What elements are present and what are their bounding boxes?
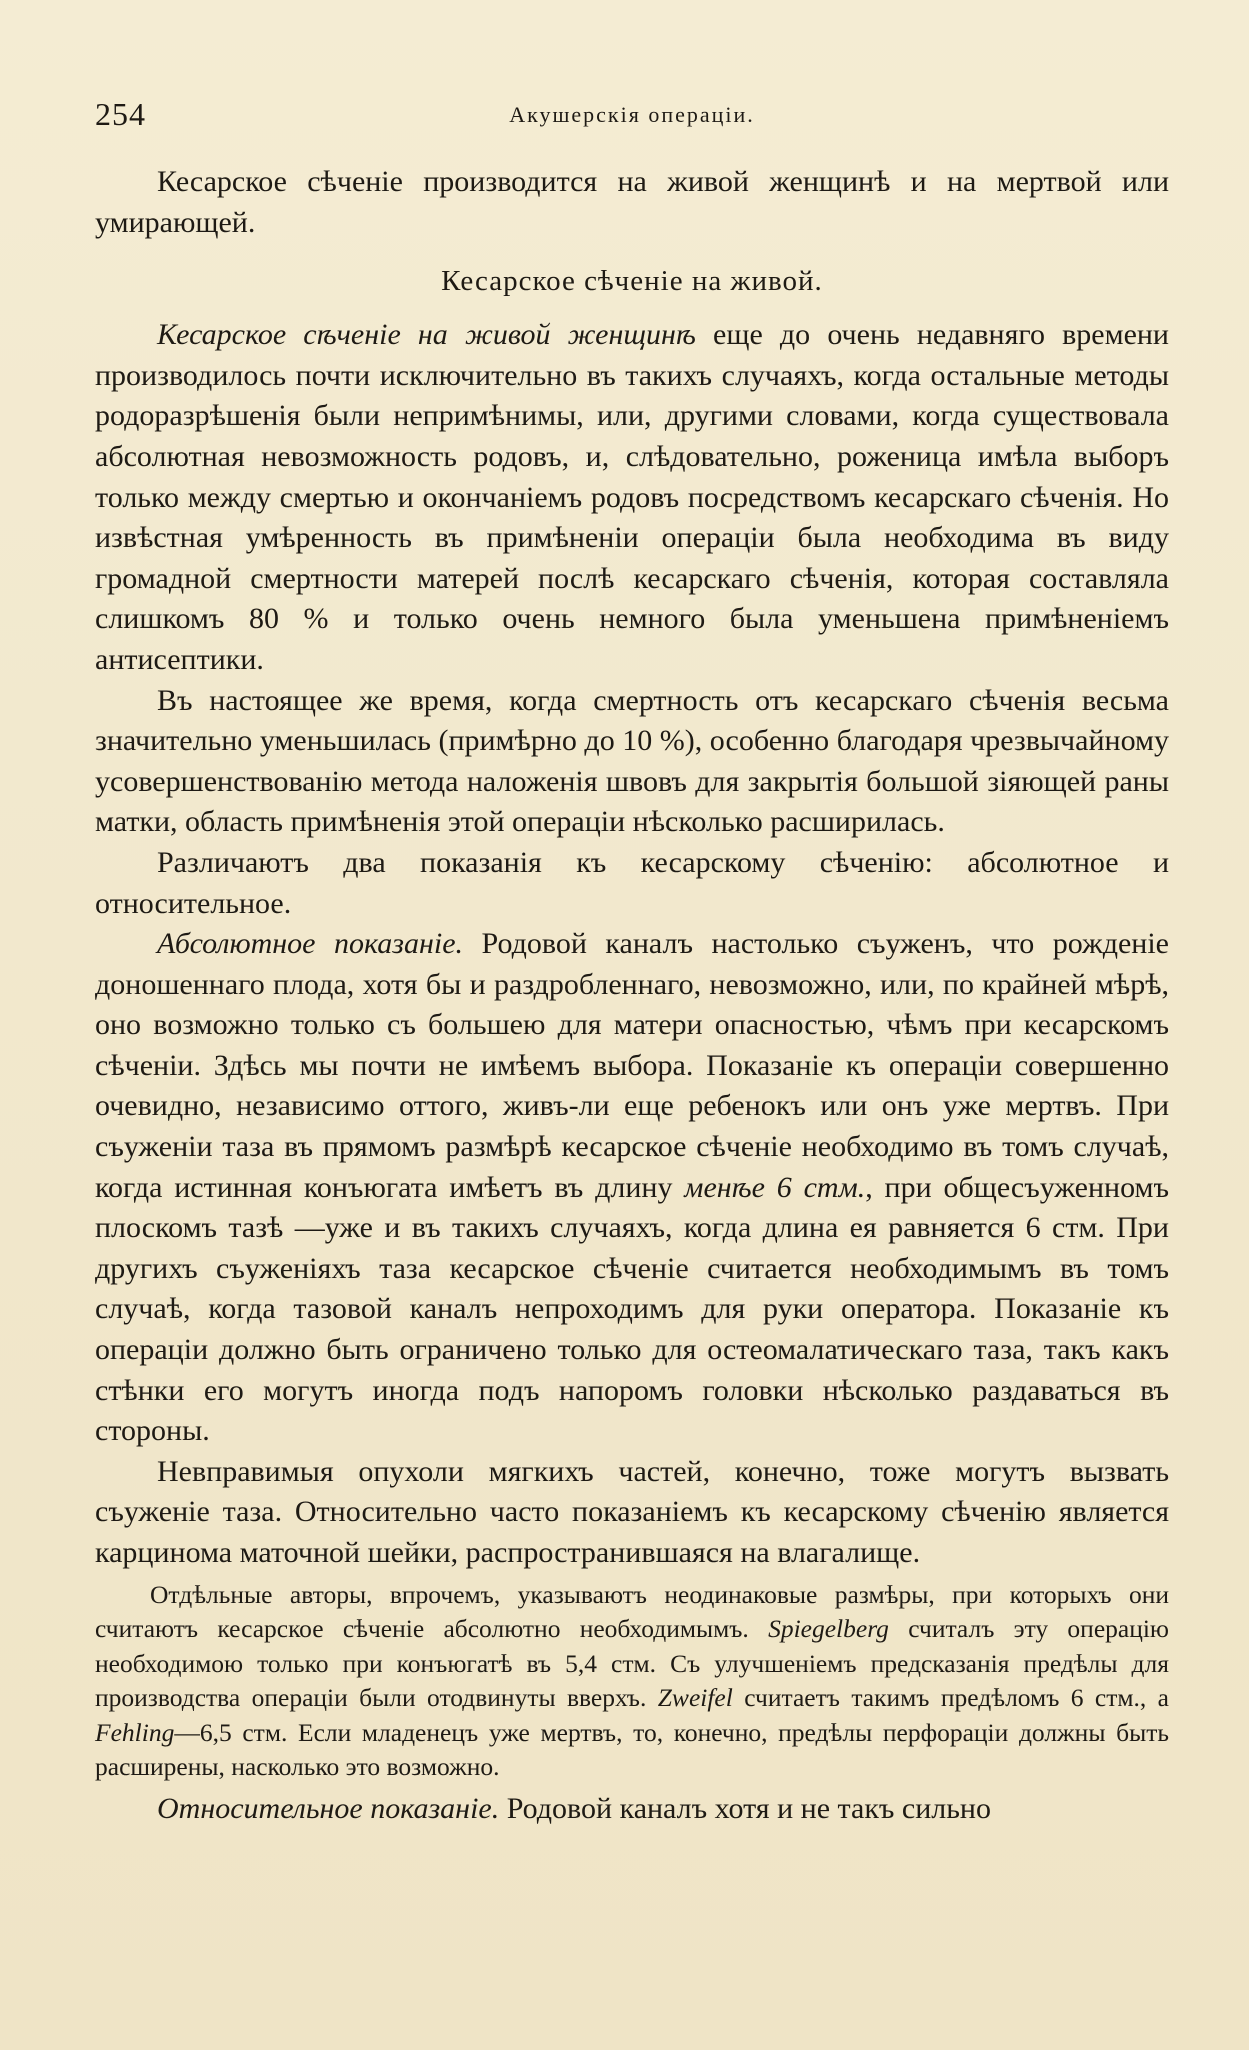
intro-paragraph: Кесарское сѣченіе производится на живой женщинѣ и на мертвой или умирающей. xyxy=(95,165,1169,239)
note-text-d: —6,5 стм. Если младенецъ уже мертвъ, то, конечно, предѣлы перфораціи должны быть расширены, насколько это возможно. xyxy=(95,1717,1169,1782)
paragraph-1 xyxy=(95,315,1169,680)
paragraph-4-text-a: Родовой каналъ настолько съуженъ, что рожденіе доношеннаго плода, хотя бы и раздробленнаго, невозможно, или, по крайней мѣрѣ, оно возможно только съ большею для матери опасностью, чѣмъ при кесарскомъ сѣченіи. Здѣсь мы почти не имѣемъ выбора. Показаніе къ операціи совершенно очевидно, независимо оттого, живъ-ли еще ребенокъ или онъ уже мертвъ. При съуженіи таза въ прямомъ размѣрѣ кесарское сѣченіе необходимо въ томъ случаѣ, когда истинная конъюгата имѣетъ въ длину xyxy=(95,927,1169,1204)
note-name-fehling: Fehling xyxy=(95,1717,175,1747)
note-text-c: считаетъ такимъ предѣломъ 6 стм., а xyxy=(732,1683,1169,1713)
page-header xyxy=(95,96,1169,146)
paragraph-4-text-b: , при общесъуженномъ плоскомъ тазѣ —уже и въ такихъ случаяхъ, когда длина ея равняется 6 стм. При другихъ съуженіяхъ таза кесарское сѣченіе считается необходимымъ въ томъ случаѣ, когда тазовой каналъ непроходимъ для руки оператора. Показаніе къ операціи должно быть ограничено только для остеомалатическаго таза, такъ какъ стѣнки его могутъ иногда подъ напоромъ головки нѣсколько раздаваться въ стороны. xyxy=(95,1170,1169,1448)
paragraph-4-emphasis: менѣе 6 стм. xyxy=(684,1170,866,1204)
paragraph-4 xyxy=(95,924,1169,1452)
paragraph-6 xyxy=(95,1789,1169,1830)
paragraph-5: Невправимыя опухоли мягкихъ частей, конечно, тоже могутъ вызвать съуженіе таза. Относительно часто показаніемъ къ кесарскому сѣченію является карцинома маточной шейки, распространившаяся на влагалище. xyxy=(95,1454,1169,1569)
running-title: Акушерскія операціи. xyxy=(509,102,755,127)
body-text xyxy=(95,162,1169,1829)
note-text-a: Отдѣльные авторы, впрочемъ, указываютъ неодинаковые размѣры, при которыхъ они считаютъ кесарское сѣченіе абсолютно необходимымъ. xyxy=(95,1579,1169,1644)
paragraph-4-lead: Абсолютное показаніе. xyxy=(157,927,464,961)
paragraph-6-text: Родовой каналъ хотя и не такъ сильно xyxy=(499,1791,991,1825)
page-number: 254 xyxy=(95,96,146,132)
paragraph-1-lead: Кесарское сѣченіе на живой женщинѣ xyxy=(157,318,696,352)
paragraph-3: Различаютъ два показанія къ кесарскому сѣченію: абсолютное и относительное. xyxy=(95,845,1169,920)
note-text-b: считалъ эту операцію необходимою только при конъюгатѣ въ 5,4 стм. Съ улучшеніемъ предсказанія предѣлы для производства операціи были отодвинуты вверхъ. xyxy=(95,1614,1169,1713)
note-name-spiegelberg: Spiegelberg xyxy=(768,1614,889,1644)
note-name-zweifel: Zweifel xyxy=(657,1683,733,1713)
section-heading: Кесарское сѣченіе на живой. xyxy=(441,265,823,298)
small-print-note xyxy=(95,1578,1169,1785)
paragraph-1-text: еще до очень недавняго времени производилось почти исключительно въ такихъ случаяхъ, когда остальные методы родоразрѣшенія были непримѣнимы, или, другими словами, когда существовала абсолютная невозможность родовъ, и, слѣдовательно, роженица имѣла выборъ только между смертью и окончаніемъ родовъ посредствомъ кесарскаго сѣченія. Но извѣстная умѣренность въ примѣненіи операціи была необходима въ виду громадной смертности матерей послѣ кесарскаго сѣченія, которая составляла слишкомъ 80 % и только очень немного была уменьшена примѣненіемъ антисептики. xyxy=(95,318,1169,676)
paragraph-6-lead: Относительное показаніе. xyxy=(157,1791,500,1825)
paragraph-2: Въ настоящее же время, когда смертность отъ кесарскаго сѣченія весьма значительно уменьшилась (примѣрно до 10 %), особенно благодаря чрезвычайному усовершенствованію метода наложенія швовъ для закрытія большой зіяющей раны матки, область примѣненія этой операціи нѣсколько расширилась. xyxy=(95,683,1169,839)
